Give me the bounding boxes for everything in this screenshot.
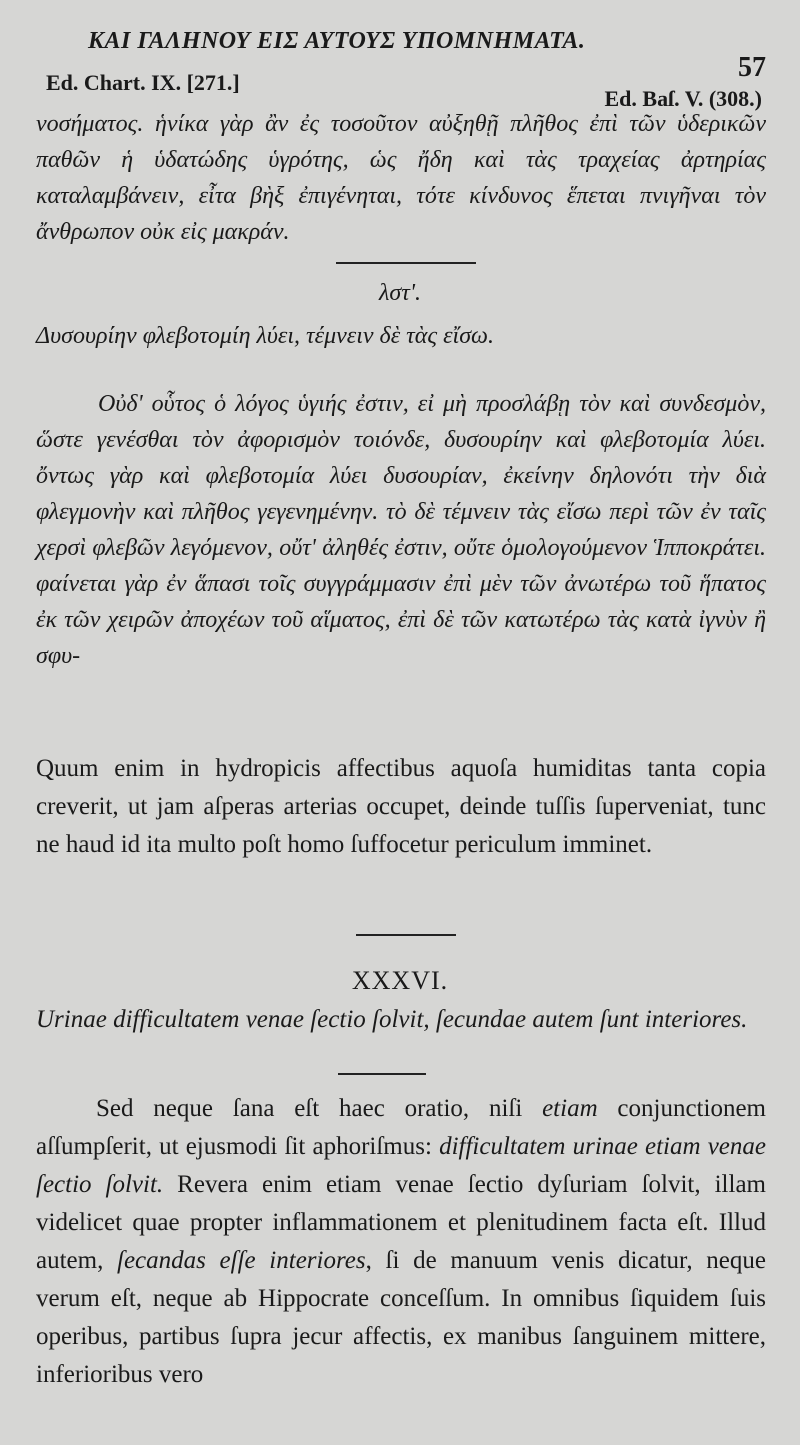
greek-commentary: Οὐδ' οὗτος ὁ λόγος ὑγιής ἐστιν, εἰ μὴ προσλάβῃ τὸν καὶ συνδεσμὸν, ὥστε γενέσθαι τὸν ἀφορισμὸν τοιόνδε, δυσουρίην καὶ φλεβοτομία λύει. ὄντως γὰρ καὶ φλεβοτομία λύει δυσουρίαν, ἐκείνην δηλονότι τὴν διὰ φλεγμονὴν καὶ πλῆθος γεγενημένην. τὸ δὲ τέμνειν τὰς εἴσω περὶ τῶν ἐν ταῖς χερσὶ φλεβῶν λεγόμενον, οὔτ' ἀληθές ἐστιν, οὔτε ὁμολογούμενον Ἱπποκράτει. φαίνεται γὰρ ἐν ἅπασι τοῖς συγγράμμασιν ἐπὶ μὲν τῶν ἀνωτέρω τοῦ ἥπατος ἐκ τῶν χειρῶν ἀποχέων τοῦ αἵματος, ἐπὶ δὲ τῶν κατωτέρω τὰς κατὰ ἰγνὺν ἢ σφυ- xyxy=(36,391,766,669)
greek-continuation-text: νοσήματος. ἡνίκα γὰρ ἂν ἐς τοσοῦτον αὐξηθῇ πλῆθος ἐπὶ τῶν ὑδερικῶν παθῶν ἡ ὑδατώδης ὑγρότης, ὡς ἤδη καὶ τὰς τραχείας ἀρτηρίας καταλαμβάνειν, εἶτα βὴξ ἐπιγένηται, τότε κίνδυνος ἕπεται πνιγῆναι τὸν ἄνθρωπον οὐκ εἰς μακράν. xyxy=(36,111,766,245)
commentary-text: Sed neque ſana eſt haec oratio, niſi xyxy=(96,1095,543,1122)
latin-aphorism: Urinae difficultatem venae ſectio ſolvit, ſecundae autem ſunt interiores. xyxy=(36,1006,748,1033)
commentary-italic: etiam xyxy=(542,1095,598,1122)
greek-aphorism: Δυσουρίην φλεβοτομίη λύει, τέμνειν δὲ τὰς εἴσω. xyxy=(36,323,494,349)
section-divider xyxy=(336,262,476,264)
edition-reference-left: Ed. Chart. IX. [271.] xyxy=(46,70,240,95)
edition-reference-right: Ed. Baſ. V. (308.) xyxy=(604,86,762,111)
commentary-text: Revera enim etiam venae ſectio dyſuriam ſolvit, illam videlicet quae propter inflammationem et plenitudinem facta eſt. Illud autem, xyxy=(36,1171,766,1274)
latin-section-number: XXXVI. xyxy=(351,966,449,995)
page-number: 57 xyxy=(738,52,766,83)
commentary-text: conjunctionem aſſumpſerit, ut ejusmodi ſit aphoriſmus: xyxy=(36,1095,766,1160)
section-divider xyxy=(356,934,456,936)
latin-continuation-text: Quum enim in hydropicis affectibus aquoſa humiditas tanta copia creverit, ut jam aſperas arterias occupet, deinde tuſſis ſuperveniat, tunc ne haud id ita multo poſt homo ſuffocetur periculum imminet. xyxy=(36,755,766,858)
running-title: ΚΑΙ ΓΑΛΗΝΟΥ ΕΙΣ ΑΥΤΟΥΣ ΥΠΟΜΝΗΜΑΤΑ. xyxy=(88,28,586,54)
latin-commentary xyxy=(36,1090,766,1394)
aphorism-divider xyxy=(338,1073,426,1075)
greek-section-number: λστ'. xyxy=(379,280,421,306)
commentary-italic: ſecandas eſſe interiores xyxy=(117,1247,366,1274)
commentary-italic: difficultatem urinae etiam venae ſectio ſolvit. xyxy=(36,1133,766,1198)
commentary-text: , ſi de manuum venis dicatur, neque verum eſt, neque ab Hippocrate conceſſum. In omnibus ſiquidem ſuis operibus, partibus ſupra jecur affectis, ex manibus ſanguinem mittere, inferioribus vero xyxy=(36,1247,766,1388)
